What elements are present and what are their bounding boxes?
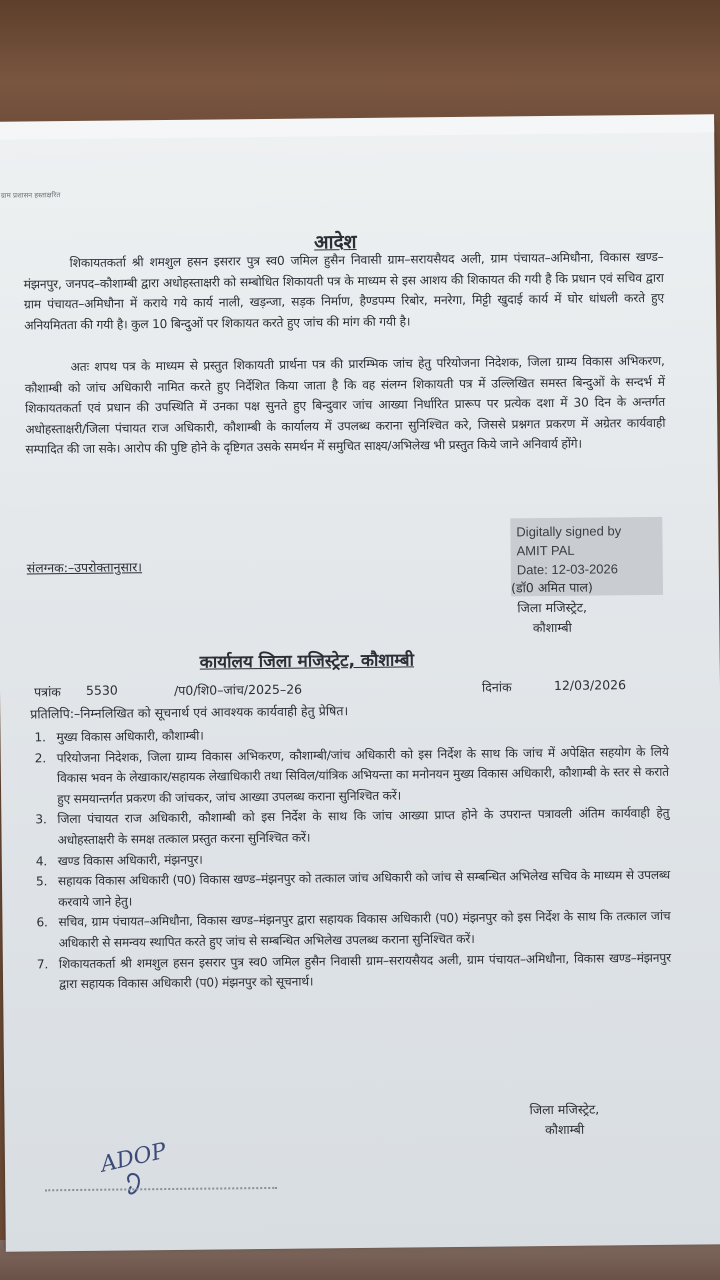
item-text: सहायक विकास अधिकारी (प0) विकास खण्ड–मंझनपुर को तत्काल जांच अधिकारी को जांच से सम्बन्धित अभिलेख सचिव के माध्यम से उपलब्ध करवाये जाने हेतु। bbox=[57, 867, 671, 909]
item-text: जिला पंचायत राज अधिकारी, कौशाम्बी को इस निर्देश के साथ कि जांच आख्या प्राप्त होने के उपरान्त पत्रावली अंतिम कार्यवाही हेतु अधोहस्ताक्षरी के समक्ष तत्काल प्रस्तुत करना सुनिश्चित करें। bbox=[57, 806, 670, 848]
item-text: खण्ड विकास अधिकारी, मंझनपुर। bbox=[57, 852, 203, 868]
copy-recipient-list bbox=[28, 721, 671, 995]
item-number: 6. bbox=[36, 915, 48, 930]
enclosure-note: संलग्नक:–उपरोक्तानुसार। bbox=[26, 559, 143, 576]
item-text: मुख्य विकास अधिकारी, कौशाम्बी। bbox=[56, 728, 204, 745]
signature-line-1: Digitally signed by bbox=[516, 523, 622, 540]
footer-signer-block bbox=[494, 1099, 634, 1140]
item-text: सचिव, ग्राम पंचायत–अमिधौना, विकास खण्ड–मंझनपुर द्वारा सहायक विकास अधिकारी (प0) मंझनपुर को इस निर्देश के साथ कि तत्काल जांच अधिकारी से समन्वय स्थापित करते हुए जांच से सम्बन्धित अभिलेख उपलब्ध कराना सुनिश्चित करें। bbox=[58, 909, 671, 951]
footer-signer-place: कौशाम्बी bbox=[545, 1121, 585, 1138]
date-label: दिनांक bbox=[481, 679, 512, 695]
office-title: कार्यालय जिला मजिस्ट्रेट, कौशाम्बी bbox=[199, 650, 415, 673]
item-number: 5. bbox=[35, 874, 48, 889]
copy-line: प्रतिलिपि:–निम्नलिखित को सूचनार्थ एवं आवश्यक कार्यवाही हेतु प्रेषित। bbox=[30, 703, 349, 722]
item-number: 2. bbox=[34, 750, 47, 766]
signer-designation: जिला मजिस्ट्रेट, bbox=[517, 599, 588, 616]
item-text: शिकायतकर्ता श्री शमशुल हसन इसरार पुत्र स्व0 जमिल हुसैन निवासी ग्राम–सरायसैयद अली, ग्राम पंचायत–अमिधौना, विकास खण्ड–मंझनपुर द्वारा सहायक विकास अधिकारी (प0) मंझनपुर को सूचनार्थ। bbox=[58, 950, 671, 992]
patrank-label: पत्रांक bbox=[33, 684, 61, 700]
signature-line-3: Date: 12-03-2026 bbox=[516, 561, 619, 578]
item-number: 7. bbox=[36, 956, 49, 971]
handwritten-initials-text: ADOP bbox=[98, 1138, 169, 1178]
reference-row bbox=[33, 677, 664, 700]
patrank-number: 5530 bbox=[85, 682, 118, 698]
list-item bbox=[29, 803, 669, 851]
signature-line-2: AMIT PAL bbox=[516, 542, 575, 559]
item-number: 3. bbox=[35, 812, 47, 827]
item-number: 4. bbox=[35, 853, 48, 868]
item-text: परियोजना निदेशक, जिला ग्राम्य विकास अभिकरण, कौशाम्बी/जांच अधिकारी को इस निर्देश के साथ कि जांच में अपेक्षित सहयोग के लिये विकास भवन के लेखाकार/सहायक लेखाधिकारी तथा सिविल/यांत्रिक अभियन्ता का मनोनयन मुख्य विकास अधिकारी, कौशाम्बी के स्तर से कराते हुए समयान्तर्गत प्रकरण की जांचकर, जांच आख्या उपलब्ध कराना सुनिश्चित करें। bbox=[56, 744, 669, 806]
signer-name: (डॉ0 अमित पाल) bbox=[510, 579, 593, 596]
order-paragraph-2: अतः शपथ पत्र के माध्यम से प्रस्तुत शिकायती प्रार्थना पत्र की प्रारम्भिक जांच हेतु परियोजना निदेशक, जिला ग्राम्य विकास अभिकरण, कौशाम्बी को जांच अधिकारी नामित करते हुए निर्देशित किया जाता है कि वह संलग्न शिकायती पत्र में उल्लिखित समस्त बिन्दुओं के सन्दर्भ में शिकायतकर्ता एवं प्रधान की उपस्थिति में उनका पक्ष सुनते हुए बिन्दुवार जांच आख्या निर्धारित प्रारूप पर प्रत्येक दशा में 30 दिन के अन्तर्गत अधोहस्ताक्षरी/जिला पंचायत राज अधिकारी, कौशाम्बी के कार्यालय में उपलब्ध कराना सुनिश्चित करे, जिससे प्रश्नगत प्रकरण में अग्रेतर कार्यवाही सम्पादित की जा सके। आरोप की पुष्टि होने के दृष्टिगत उसके समर्थन में समुचित साक्ष्य/अभिलेख भी प्रस्तुत किये जाने अनिवार्य होंगे। bbox=[24, 353, 666, 457]
list-item bbox=[30, 865, 670, 913]
order-title: आदेश bbox=[313, 231, 357, 254]
signer-place: कौशाम्बी bbox=[532, 619, 572, 636]
document-page bbox=[0, 124, 720, 1251]
patrank-rest: /प0/शि0–जांच/2025–26 bbox=[173, 681, 303, 698]
list-item bbox=[31, 947, 671, 995]
list-item bbox=[29, 741, 670, 809]
date-value: 12/03/2026 bbox=[553, 677, 627, 693]
signer-block bbox=[477, 577, 628, 639]
item-number: 1. bbox=[34, 730, 46, 745]
order-paragraph-1: शिकायतकर्ता श्री शमशुल हसन इसरार पुत्र स्व0 जमिल हुसैन निवासी ग्राम–सरायसैयद अली, ग्राम पंचायत–अमिधौना, विकास खण्ड–मंझनपुर, जनपद–कौशाम्बी द्वारा अधोहस्ताक्षरी को सम्बोधित शिकायती पत्र के माध्यम से इस आशय की शिकायत की गयी है कि प्रधान एवं सचिव द्वारा ग्राम पंचायत–अमिधौना में कराये गये कार्य नाली, खड़न्जा, सड़क निर्माण, हैण्डपम्प रिबोर, मनरेगा, मिट्टी खुदाई कार्य में घोर धांधली करते हुए अनियमितता की गयी है। कुल 10 बिन्दुओं पर शिकायत करते हुए जांच की मांग की गयी है। bbox=[23, 249, 665, 333]
header-small-text: ग्राम प्रशासन हस्ताक्षरित bbox=[0, 191, 61, 200]
list-item bbox=[30, 906, 670, 954]
footer-signer-designation: जिला मजिस्ट्रेट, bbox=[529, 1101, 600, 1118]
